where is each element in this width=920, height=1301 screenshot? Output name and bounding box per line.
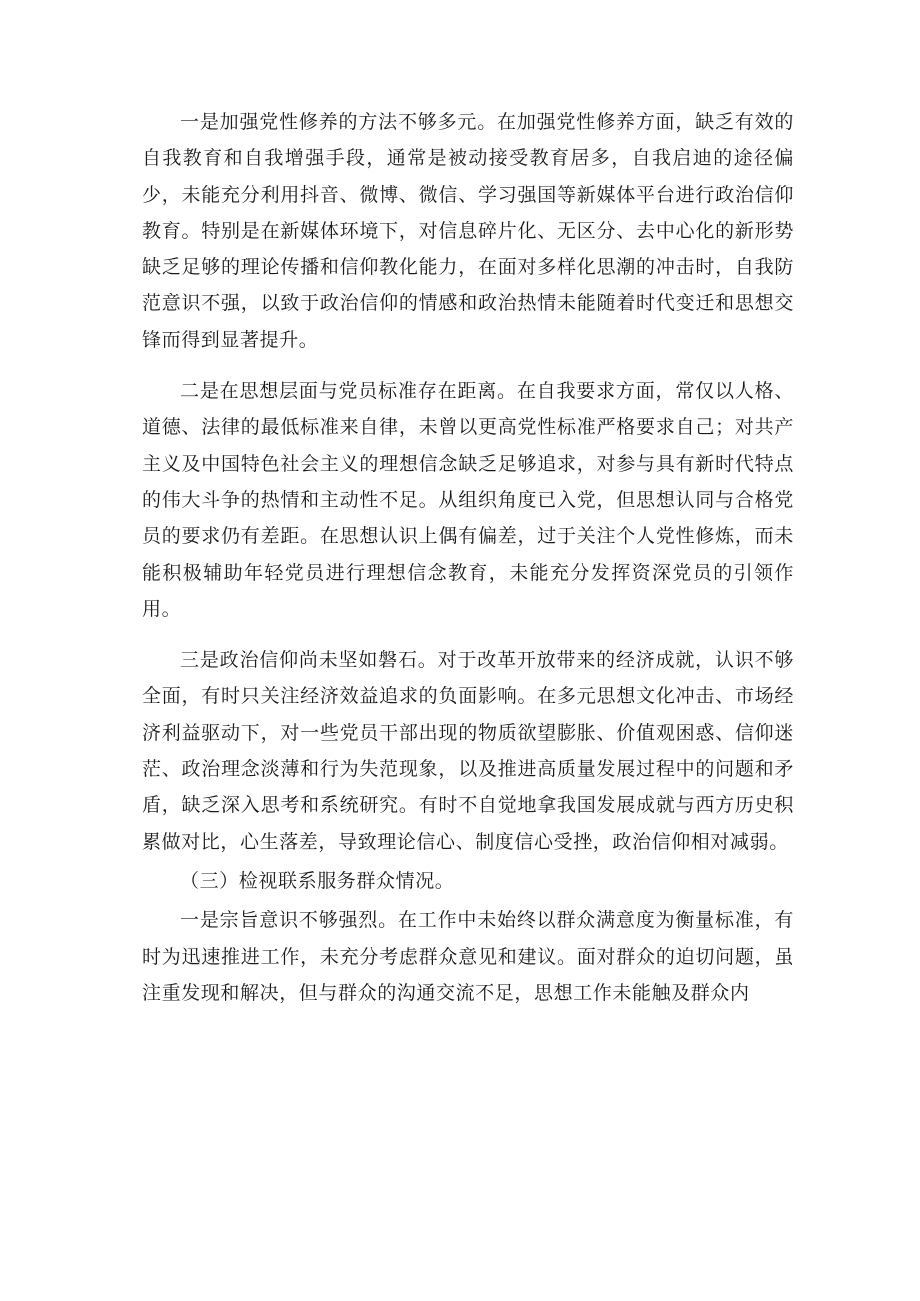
paragraph-ideological-gap: 二是在思想层面与党员标准存在距离。在自我要求方面，常仅以人格、道德、法律的最低标准来自律，未曾以更高党性标准严格要求自己；对共产主义及中国特色社会主义的理想信念缺乏足够追求，对参与具有新时代特点的伟大斗争的热情和主动性不足。从组织角度已入党，但思想认同与合格党员的要求仍有差距。在思想认识上偶有偏差，过于关注个人党性修炼，而未能积极辅助年轻党员进行理想信念教育，未能充分发挥资深党员的引领作用。	[142, 380, 794, 620]
paragraph-political-belief: 三是政治信仰尚未坚如磐石。对于改革开放带来的经济成就，认识不够全面，有时只关注经济效益追求的负面影响。在多元思想文化冲击、市场经济利益驱动下，对一些党员干部出现的物质欲望膨胀、价值观困惑、信仰迷茫、政治理念淡薄和行为失范现象，以及推进高质量发展过程中的问题和矛盾，缺乏深入思考和系统研究。有时不自觉地拿我国发展成就与西方历史积累做对比，心生落差，导致理论信心、制度信心受挫，政治信仰相对减弱。	[142, 649, 794, 853]
document-body	[142, 104, 794, 1011]
paragraph-party-cultivation-methods: 一是加强党性修养的方法不够多元。在加强党性修养方面，缺乏有效的自我教育和自我增强手段，通常是被动接受教育居多，自我启迪的途径偏少，未能充分利用抖音、微博、微信、学习强国等新媒体平台进行政治信仰教育。特别是在新媒体环境下，对信息碎片化、无区分、去中心化的新形势缺乏足够的理论传播和信仰教化能力，在面对多样化思潮的冲击时，自我防范意识不强，以致于政治信仰的情感和政治热情未能随着时代变迁和思想交锋而得到显著提升。	[142, 111, 794, 351]
paragraph-purpose-awareness: 一是宗旨意识不够强烈。在工作中未始终以群众满意度为衡量标准，有时为迅速推进工作，未充分考虑群众意见和建议。面对群众的迫切问题，虽注重发现和解决，但与群众的沟通交流不足，思想工作未能触及群众内	[142, 909, 794, 1004]
section-heading-serving-masses: （三）检视联系服务群众情况。	[180, 869, 455, 892]
